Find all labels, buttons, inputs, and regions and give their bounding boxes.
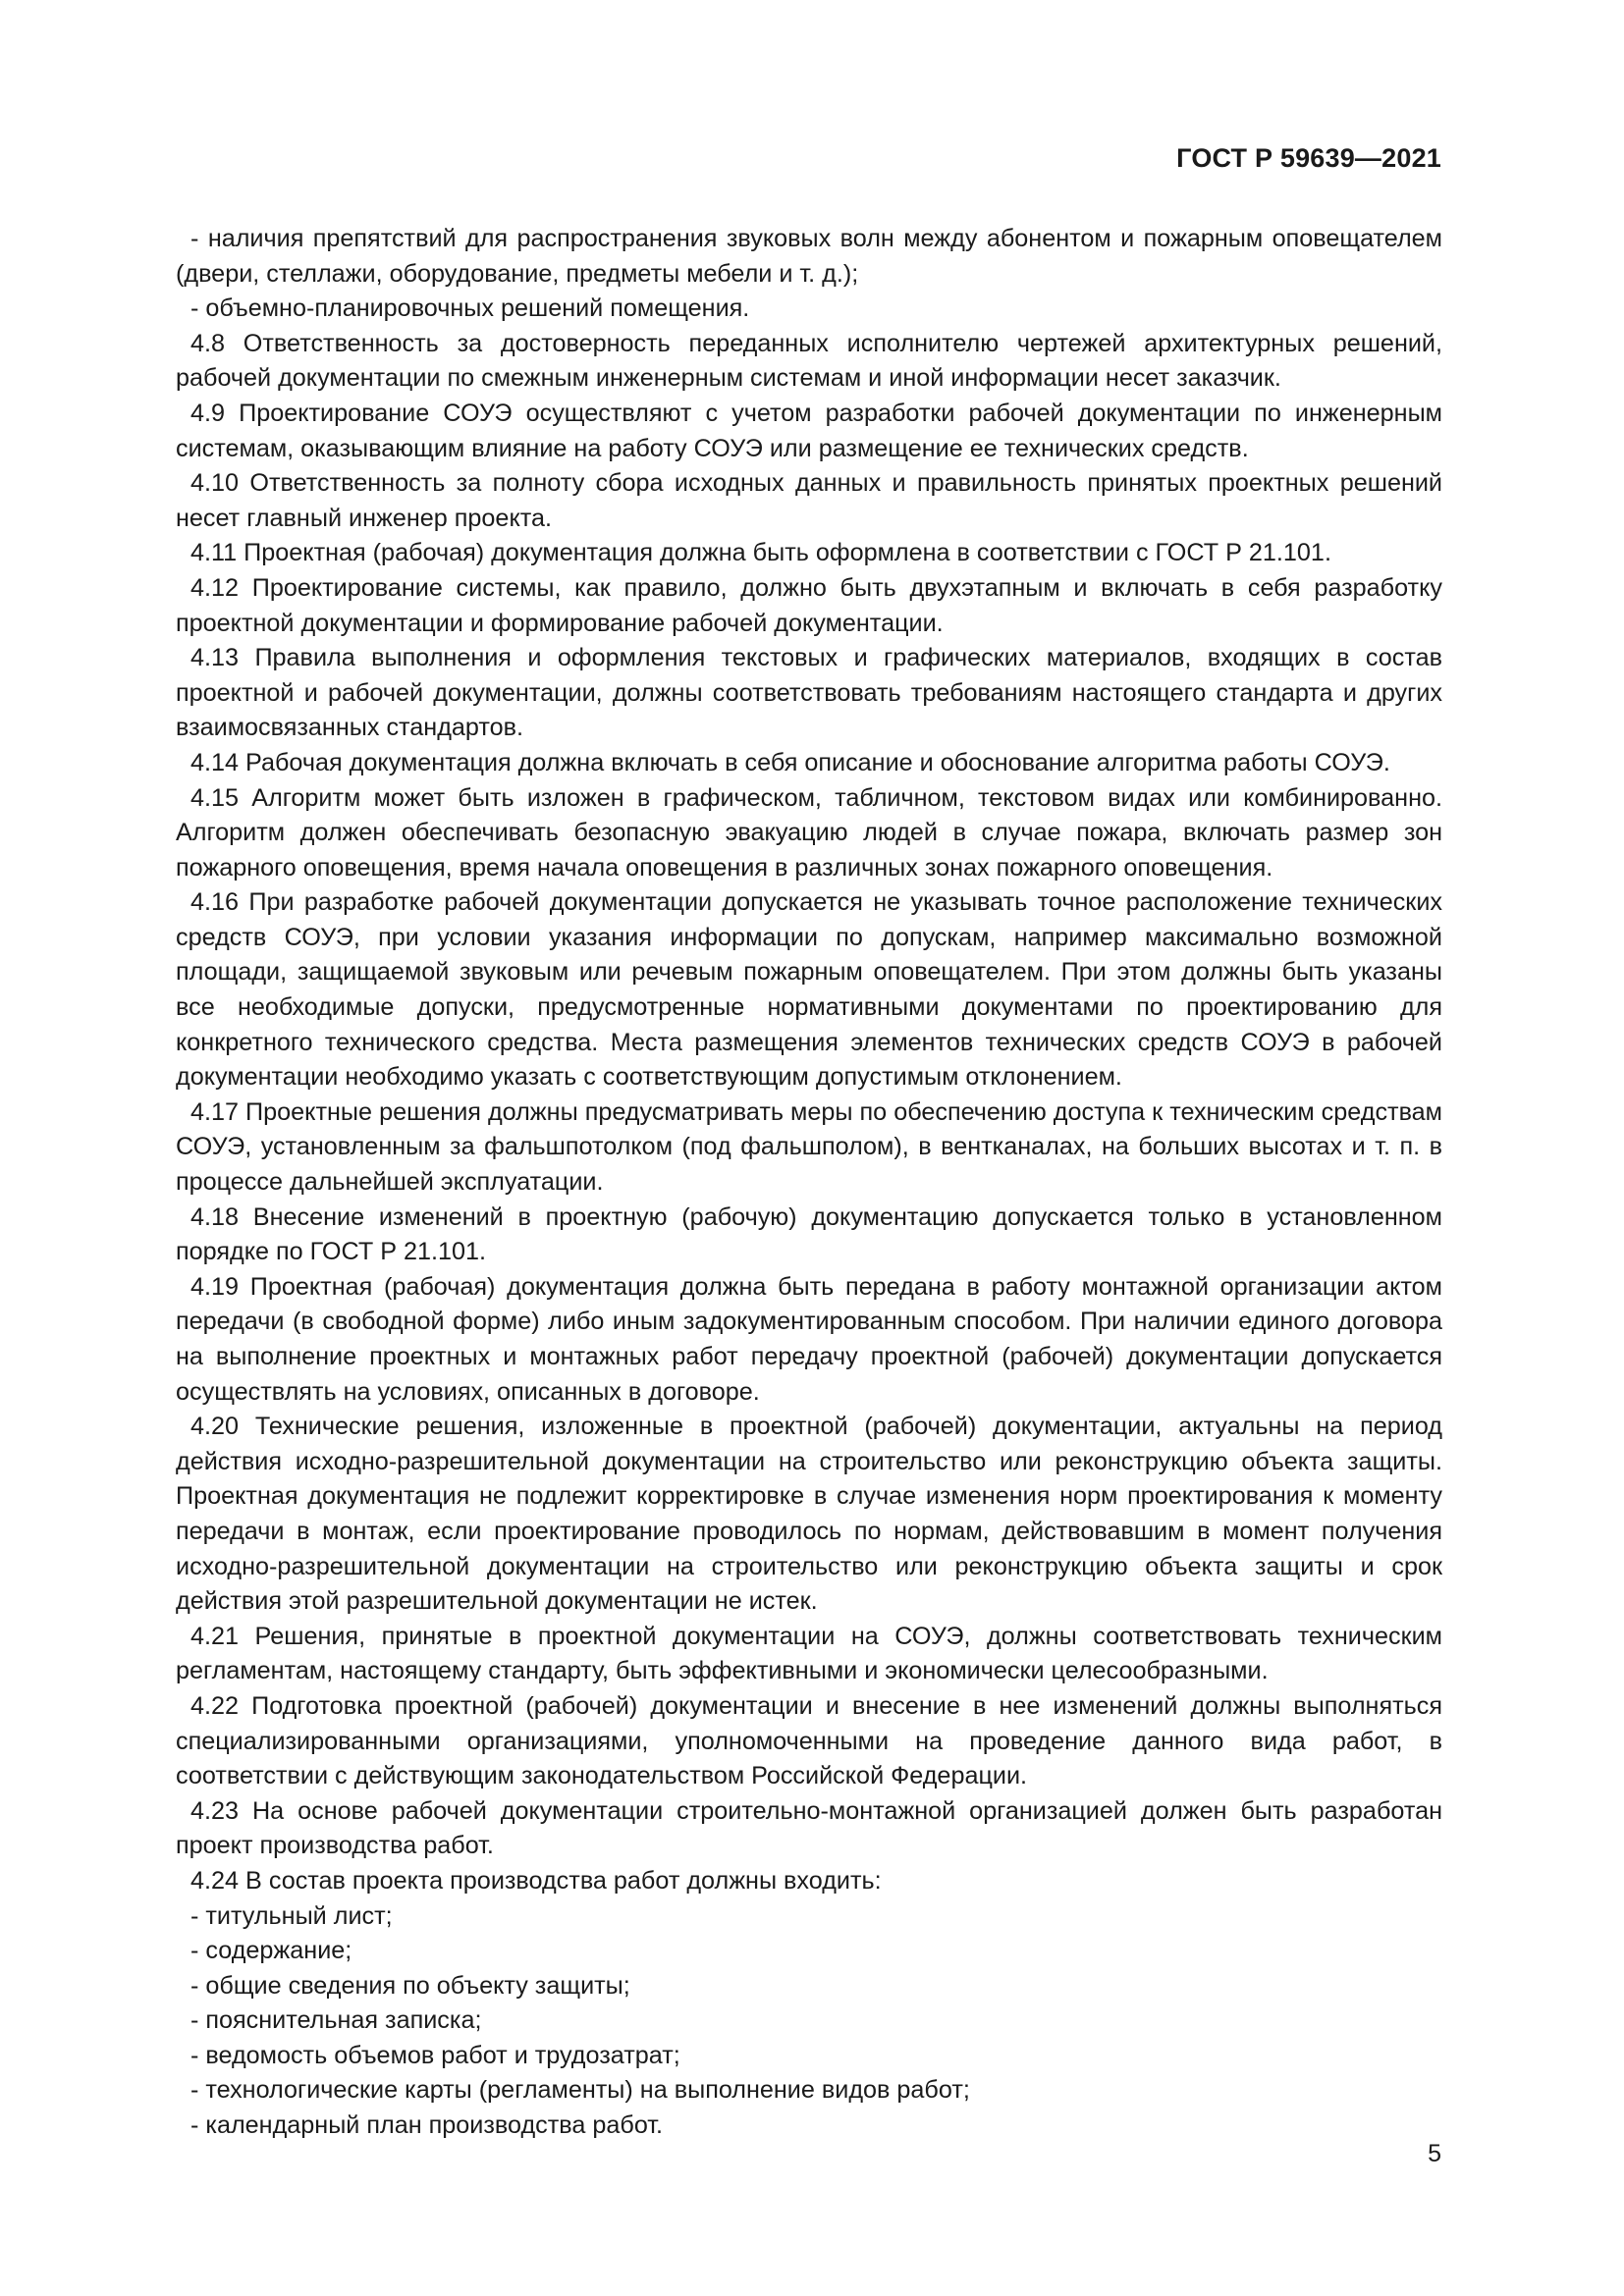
paragraph: 4.17 Проектные решения должны предусматривать меры по обеспечению доступа к техническим средствам СОУЭ, установленным за фальшпотолком (под фальшполом), в вентканалах, на больших высотах и т. п. в процессе дальнейшей эксплуатации.	[176, 1097, 1442, 1197]
requirements-list	[176, 1899, 1442, 2144]
paragraph: 4.20 Технические решения, изложенные в проектной (рабочей) документации, актуальны на период действия исходно-разрешительной документации на строительство или реконструкцию объекта защиты. Проектная документация не подлежит корректировке в случае изменения норм проектирования к моменту передачи в монтаж, если проектирование проводилось по нормам, действовавшим в момент получения исходно-разрешительной документации на строительство или реконструкцию объекта защиты и срок действия этой разрешительной документации не истек.	[176, 1413, 1442, 1616]
list-item: - календарный план производства работ.	[190, 2111, 664, 2140]
list-item: - содержание;	[190, 1937, 352, 1965]
list-item: - общие сведения по объекту защиты;	[190, 1971, 630, 2000]
body-text	[176, 222, 1442, 2144]
paragraph: 4.22 Подготовка проектной (рабочей) документации и внесение в нее изменений должны выполняться специализированными организациями, уполномоченными на проведение данного вида работ, в соответствии с действующим законодательством Российской Федерации.	[176, 1691, 1442, 1790]
paragraph: 4.24 В состав проекта производства работ должны входить:	[190, 1866, 882, 1895]
page-number: 5	[1428, 2140, 1441, 2167]
paragraph: 4.13 Правила выполнения и оформления текстовых и графических материалов, входящих в состав проектной и рабочей документации, должны соответствовать требованиям настоящего стандарта и других взаимосвязанных стандартов.	[176, 644, 1442, 742]
list-item: - титульный лист;	[190, 1901, 393, 1930]
paragraph: 4.18 Внесение изменений в проектную (рабочую) документацию допускается только в установленном порядке по ГОСТ Р 21.101.	[176, 1202, 1442, 1266]
paragraph: 4.12 Проектирование системы, как правило, должно быть двухэтапным и включать в себя разработку проектной документации и формирование рабочей документации.	[176, 573, 1442, 637]
paragraph: 4.19 Проектная (рабочая) документация должна быть передана в работу монтажной организации актом передачи (в свободной форме) либо иным задокументированным способом. При наличии единого договора на выполнение проектных и монтажных работ передачу проектной (рабочей) документации допускается осуществлять на условиях, описанных в договоре.	[176, 1272, 1442, 1406]
list-item: - технологические карты (регламенты) на выполнение видов работ;	[190, 2076, 970, 2105]
paragraph: 4.15 Алгоритм может быть изложен в графическом, табличном, текстовом видах или комбинированно. Алгоритм должен обеспечивать безопасную эвакуацию людей в случае пожара, включать размер зон пожарного оповещения, время начала оповещения в различных зонах пожарного оповещения.	[176, 783, 1442, 881]
paragraph: - объемно-планировочных решений помещения.	[190, 294, 750, 323]
paragraph: 4.23 На основе рабочей документации строительно-монтажной организацией должен быть разработан проект производства работ.	[176, 1796, 1442, 1860]
paragraph: 4.9 Проектирование СОУЭ осуществляют с учетом разработки рабочей документации по инженерным системам, оказывающим влияние на работу СОУЭ или размещение ее технических средств.	[176, 399, 1442, 462]
paragraph: 4.11 Проектная (рабочая) документация должна быть оформлена в соответствии с ГОСТ Р 21.101.	[190, 539, 1331, 567]
paragraph: 4.14 Рабочая документация должна включать в себя описание и обоснование алгоритма работы СОУЭ.	[190, 748, 1390, 776]
paragraph: 4.10 Ответственность за полноту сбора исходных данных и правильность принятых проектных решений несет главный инженер проекта.	[176, 469, 1442, 532]
list-item: - ведомость объемов работ и трудозатрат;	[190, 2041, 680, 2069]
paragraph: 4.8 Ответственность за достоверность переданных исполнителю чертежей архитектурных решений, рабочей документации по смежным инженерным системам и иной информации несет заказчик.	[176, 329, 1442, 393]
paragraph: 4.16 При разработке рабочей документации допускается не указывать точное расположение технических средств СОУЭ, при условии указания информации по допускам, например максимально возможной площади, защищаемой звуковым или речевым пожарным оповещателем. При этом должны быть указаны все необходимые допуски, предусмотренные нормативными документами по проектированию для конкретного технического средства. Места размещения элементов технических средств СОУЭ в рабочей документации необходимо указать с соответствующим допустимым отклонением.	[176, 888, 1442, 1092]
paragraph: 4.21 Решения, принятые в проектной документации на СОУЭ, должны соответствовать техническим регламентам, настоящему стандарту, быть эффективными и экономически целесообразными.	[176, 1622, 1442, 1685]
document-code: ГОСТ Р 59639—2021	[1176, 143, 1441, 173]
list-item: - пояснительная записка;	[190, 2006, 482, 2035]
paragraph: - наличия препятствий для распространения звуковых волн между абонентом и пожарным оповещателем (двери, стеллажи, оборудование, предметы мебели и т. д.);	[176, 225, 1442, 288]
